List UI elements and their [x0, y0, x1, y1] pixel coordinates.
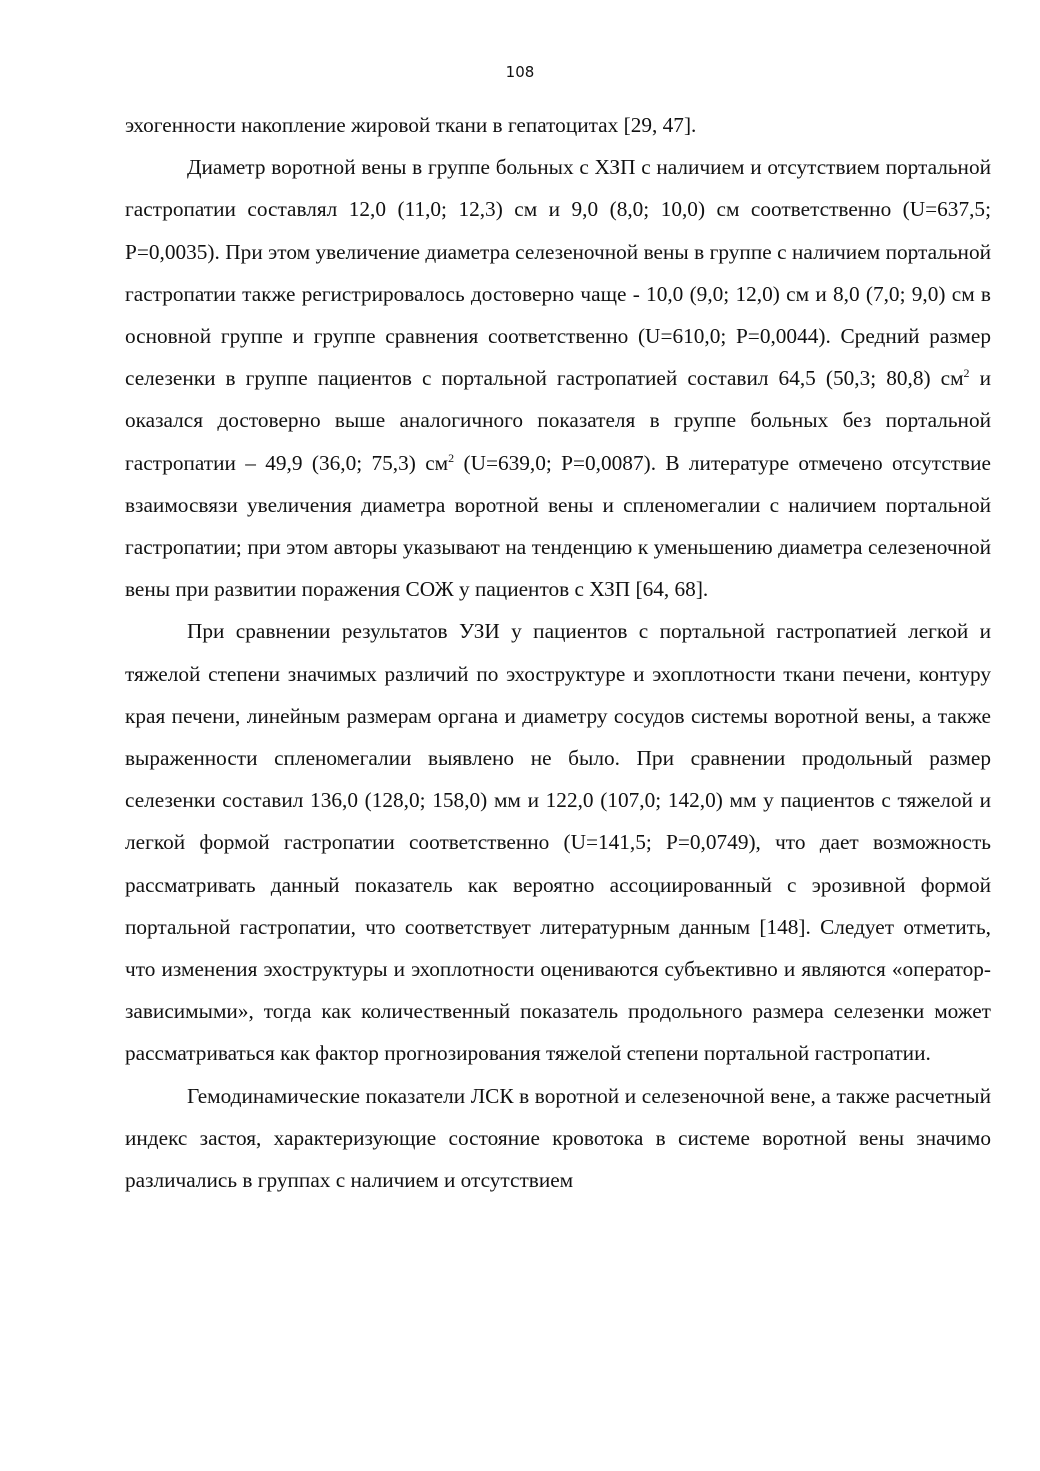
page-number: 108: [505, 63, 535, 81]
body-text: [125, 104, 991, 1201]
paragraph-text-segment: Диаметр воротной вены в группе больных с ХЗП с наличием и отсутствием портальной гастропатии составлял 12,0 (11,0; 12,3) см и 9,0 (8,0; 10,0) см соответственно (U=637,5; P=0,0035). При этом увеличение диаметра селезеночной вены в группе с наличием портальной гастропатии также регистрировалось достоверно чаще - 10,0 (9,0; 12,0) см и 8,0 (7,0; 9,0) см в основной группе и группе сравнения соответственно (U=610,0; P=0,0044). Средний размер селезенки в группе пациентов с портальной гастропатией составил 64,5 (50,3; 80,8) см: [125, 155, 991, 391]
superscript: 2: [448, 450, 455, 465]
superscript: 2: [963, 366, 970, 381]
paragraph-portal-vein-diameter: [125, 146, 991, 610]
paragraph-text-segment: (U=639,0; P=0,0087). В литературе отмечено отсутствие взаимосвязи увеличения диаметра воротной вены и спленомегалии с наличием портальной гастропатии; при этом авторы указывают на тенденцию к уменьшению диаметра селезеночной вены при развитии поражения СОЖ у пациентов с ХЗП [64, 68].: [125, 450, 992, 602]
paragraph-hemodynamics: Гемодинамические показатели ЛСК в воротной и селезеночной вене, а также расчетный индекс застоя, характеризующие состояние кровотока в системе воротной вены значимо различались в группах с наличием и отсутствием: [125, 1083, 991, 1193]
paragraph-continuation: эхогенности накопление жировой ткани в гепатоцитах [29, 47].: [125, 113, 697, 137]
paragraph-text-segment: и оказался достоверно выше аналогичного показателя в группе больных без портальной гастропатии – 49,9 (36,0; 75,3) см: [125, 366, 991, 475]
paragraph-ultrasound-comparison: При сравнении результатов УЗИ у пациентов с портальной гастропатией легкой и тяжелой степени значимых различий по эхоструктуре и эхоплотности ткани печени, контуру края печени, линейным размерам органа и диаметру сосудов системы воротной вены, а также выраженности спленомегалии выявлено не было. При сравнении продольный размер селезенки составил 136,0 (128,0; 158,0) мм и 122,0 (107,0; 142,0) мм у пациентов с тяжелой и легкой формой гастропатии соответственно (U=141,5; P=0,0749), что дает возможность рассматривать данный показатель как вероятно ассоциированный с эрозивной формой портальной гастропатии, что соответствует литературным данным [148]. Следует отметить, что изменения эхоструктуры и эхоплотности оцениваются субъективно и являются «оператор-зависимыми», тогда как количественный показатель продольного размера селезенки может рассматриваться как фактор прогнозирования тяжелой степени портальной гастропатии.: [125, 619, 991, 1066]
